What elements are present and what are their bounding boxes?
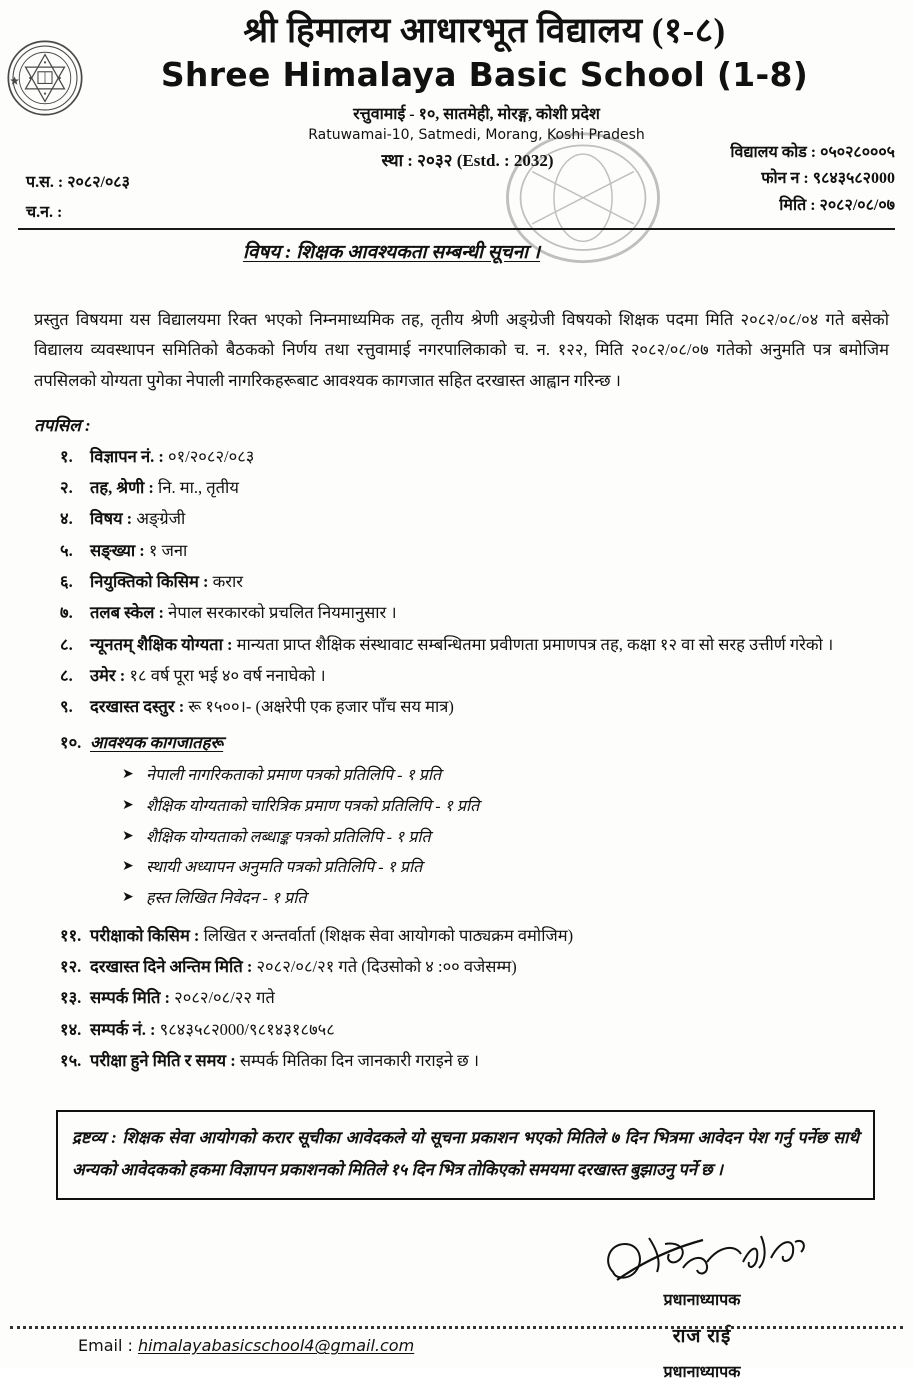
list-item-text: सम्पर्क नं. : ९८४३५८२000/९८१४३१८७५८ <box>90 1019 335 1039</box>
list-item-label: परीक्षाको किसिम : <box>90 925 200 945</box>
list-item <box>60 952 889 981</box>
signature-block <box>587 1228 817 1382</box>
document-item <box>122 792 889 823</box>
required-documents-list <box>34 761 889 915</box>
list-item-label: तह, श्रेणी : <box>90 477 154 497</box>
list-item-number: १०. <box>60 732 82 752</box>
list-item <box>60 504 889 533</box>
list-item <box>60 536 889 565</box>
school-address-english: Ratuwamai-10, Satmedi, Morang, Koshi Pradesh <box>308 126 645 143</box>
list-item <box>60 567 889 596</box>
arrow-bullet-icon: ➤ <box>122 890 134 906</box>
header-divider <box>18 228 895 230</box>
list-item-number: ५. <box>60 540 73 560</box>
list-item-text: न्यूनतम् शैक्षिक योग्यता : मान्यता प्राप्त शैक्षिक संस्थावाट सम्बन्धितमा प्रवीणता प्रमाणपत्र तह, कक्षा १२ वा सो सरह उत्तीर्ण गरेको । <box>90 634 834 654</box>
list-item-label: परीक्षा हुने मिति र समय : <box>90 1051 236 1071</box>
document-item-text: हस्त लिखित निवेदन - १ प्रति <box>146 890 307 908</box>
arrow-bullet-icon: ➤ <box>122 859 134 875</box>
patra-sankhya: प.स. : २०८२/०८३ <box>26 174 130 191</box>
list-item-text: तलब स्केल : नेपाल सरकारको प्रचलित नियमानुसार । <box>90 603 397 623</box>
list-item-number: ११. <box>60 925 82 945</box>
list-item-text: नियुक्तिको किसिम : करार <box>90 571 244 591</box>
signatory-name: राज राई <box>672 1326 732 1347</box>
list-item-label: सम्पर्क मिति : <box>90 988 171 1008</box>
list-item-label: तलब स्केल : <box>90 603 165 623</box>
documents-heading: आवश्यक कागजातहरू <box>90 732 224 752</box>
arrow-bullet-icon: ➤ <box>122 797 134 813</box>
letter-date: मिति : २०८२/०८/०७ <box>779 196 895 214</box>
list-item-label: नियुक्तिको किसिम : <box>90 571 209 591</box>
list-item <box>60 473 889 502</box>
phone-number: फोन न : ९८४३५८२000 <box>761 170 895 188</box>
list-item-label: विषय : <box>90 509 133 529</box>
school-address-nepali: रत्तुवामाई - १०, सातमेही, मोरङ्ग, कोशी प्रदेश <box>353 105 600 123</box>
list-item-number: ६. <box>60 571 73 591</box>
signatory-title-secondary: प्रधानाध्यापक <box>663 1364 741 1381</box>
list-item-number: १४. <box>60 1019 82 1039</box>
detail-list <box>34 442 889 722</box>
document-item <box>122 884 889 915</box>
list-item <box>60 442 889 471</box>
school-name-nepali: श्री हिमालय आधारभूत विद्यालय (१-८) <box>243 11 726 50</box>
chalani-number: च.न. : <box>26 204 63 222</box>
list-item-number: ९. <box>60 697 73 717</box>
detail-list-continued <box>34 921 889 1076</box>
list-item-label: विज्ञापन नं. : <box>90 446 164 466</box>
established-year: स्था : २०३२ (Estd. : 2032) <box>381 150 554 170</box>
handwritten-signature <box>595 1228 810 1294</box>
list-item-number: १३. <box>60 988 82 1008</box>
list-item-text: उमेर : १८ वर्ष पूरा भई ४० वर्ष ननाघेको । <box>90 666 326 686</box>
note-text: द्रष्टव्य : शिक्षक सेवा आयोगको करार सूचीका आवेदकले यो सूचना प्रकाशन भएको मितिले ७ दिन भित्रमा आवेदन पेश गर्नु पर्नेछ साथै अन्यको आवेदकको हकमा विज्ञापन प्रकाशनको मितिले १५ दिन भित्र तोकिएको समयमा दरखास्त बुझाउनु पर्ने छ । <box>72 1128 859 1180</box>
document-item-text: शैक्षिक योग्यताको लब्धाङ्क पत्रको प्रतिलिपि - १ प्रति <box>146 828 431 846</box>
school-code: विद्यालय कोड : ०५०२८०००५ <box>730 144 895 161</box>
intro-paragraph: प्रस्तुत विषयमा यस विद्यालयमा रिक्त भएको निम्नमाध्यमिक तह, तृतीय श्रेणी अङ्ग्रेजी विषयको शिक्षक पदमा मिति २०८२/०८/०४ गते बसेको विद्यालय व्यवस्थापन समितिको बैठकको निर्णय तथा रत्तुवामाई नगरपालिकाको च. न. १२२, मिति २०८२/०८/०७ गतेको अनुमति पत्र बमोजिम तपसिलको योग्यता पुगेका नेपाली नागरिकहरूबाट आवश्यक कागजात सहित दरखास्त आह्वान गरिन्छ । <box>34 309 889 390</box>
tapsil-label: तपसिल : <box>34 415 91 435</box>
note-box <box>56 1110 875 1200</box>
list-item <box>60 598 889 627</box>
footer-email <box>78 1336 414 1355</box>
list-item-label: सङ्ख्या : <box>90 540 145 560</box>
list-item-text: विज्ञापन नं. : ०१/२०८२/०८३ <box>90 446 255 466</box>
list-item-number: ८. <box>60 634 73 654</box>
school-name-english: Shree Himalaya Basic School (1-8) <box>160 54 809 94</box>
list-item-text: विषय : अङ्ग्रेजी <box>90 509 186 529</box>
list-item <box>60 728 889 757</box>
footer-divider <box>10 1326 903 1329</box>
document-item <box>122 853 889 884</box>
list-item-text: सङ्ख्या : १ जना <box>90 540 188 560</box>
list-item-number: १५. <box>60 1051 82 1071</box>
list-item-text: परीक्षाको किसिम : लिखित र अन्तर्वार्ता (शिक्षक सेवा आयोगको पाठ्यक्रम वमोजिम) <box>90 925 574 945</box>
list-item-text: दरखास्त दिने अन्तिम मिति : २०८२/०८/२१ गते (दिउसोको ४ :०० वजेसम्म) <box>90 957 517 977</box>
list-item-number: ७. <box>60 603 73 623</box>
list-item <box>60 983 889 1012</box>
list-item-text: परीक्षा हुने मिति र समय : सम्पर्क मितिका दिन जानकारी गराइने छ । <box>90 1051 480 1071</box>
list-item-text: सम्पर्क मिति : २०८२/०८/२२ गते <box>90 988 275 1008</box>
arrow-bullet-icon: ➤ <box>122 828 134 844</box>
document-item-text: स्थायी अध्यापन अनुमति पत्रको प्रतिलिपि - १ प्रति <box>146 859 423 877</box>
email-label: Email : <box>78 1336 138 1355</box>
list-item <box>60 692 889 721</box>
list-item-label: सम्पर्क नं. : <box>90 1019 156 1039</box>
document-item-text: नेपाली नागरिकताको प्रमाण पत्रको प्रतिलिपि - १ प्रति <box>146 767 442 785</box>
list-item-label: दरखास्त दस्तुर : <box>90 697 185 717</box>
school-seal-icon <box>6 26 84 130</box>
list-item-label: न्यूनतम् शैक्षिक योग्यता : <box>90 634 233 654</box>
list-item <box>60 1046 889 1075</box>
list-item-text: दरखास्त दस्तुर : रू १५००।- (अक्षरेपी एक हजार पाँच सय मात्र) <box>90 697 454 717</box>
list-item-number: ८. <box>60 666 73 686</box>
list-item-text: तह, श्रेणी : नि. मा., तृतीय <box>90 477 239 497</box>
list-item-label: उमेर : <box>90 666 126 686</box>
list-item <box>60 661 889 690</box>
documents-list-heading <box>34 728 889 757</box>
letterhead-meta-right <box>730 140 895 219</box>
list-item-number: १२. <box>60 957 82 977</box>
list-item-label: दरखास्त दिने अन्तिम मिति : <box>90 957 253 977</box>
signatory-title: प्रधानाध्यापक <box>663 1292 741 1309</box>
arrow-bullet-icon: ➤ <box>122 767 134 783</box>
list-item <box>60 630 889 659</box>
list-item-number: ४. <box>60 509 73 529</box>
subject-line: विषय : शिक्षक आवश्यकता सम्बन्धी सूचना । <box>242 242 541 263</box>
email-address[interactable]: himalayabasicschool4@gmail.com <box>137 1336 415 1355</box>
document-item-text: शैक्षिक योग्यताको चारित्रिक प्रमाण पत्रको प्रतिलिपि - १ प्रति <box>146 797 480 815</box>
document-item <box>122 823 889 854</box>
letterhead <box>0 0 913 222</box>
list-item <box>60 1015 889 1044</box>
document-item <box>122 761 889 792</box>
notice-body <box>34 288 889 1078</box>
letterhead-meta-left <box>26 168 130 229</box>
list-item <box>60 921 889 950</box>
list-item-number: १. <box>60 446 73 466</box>
list-item-number: २. <box>60 477 73 497</box>
